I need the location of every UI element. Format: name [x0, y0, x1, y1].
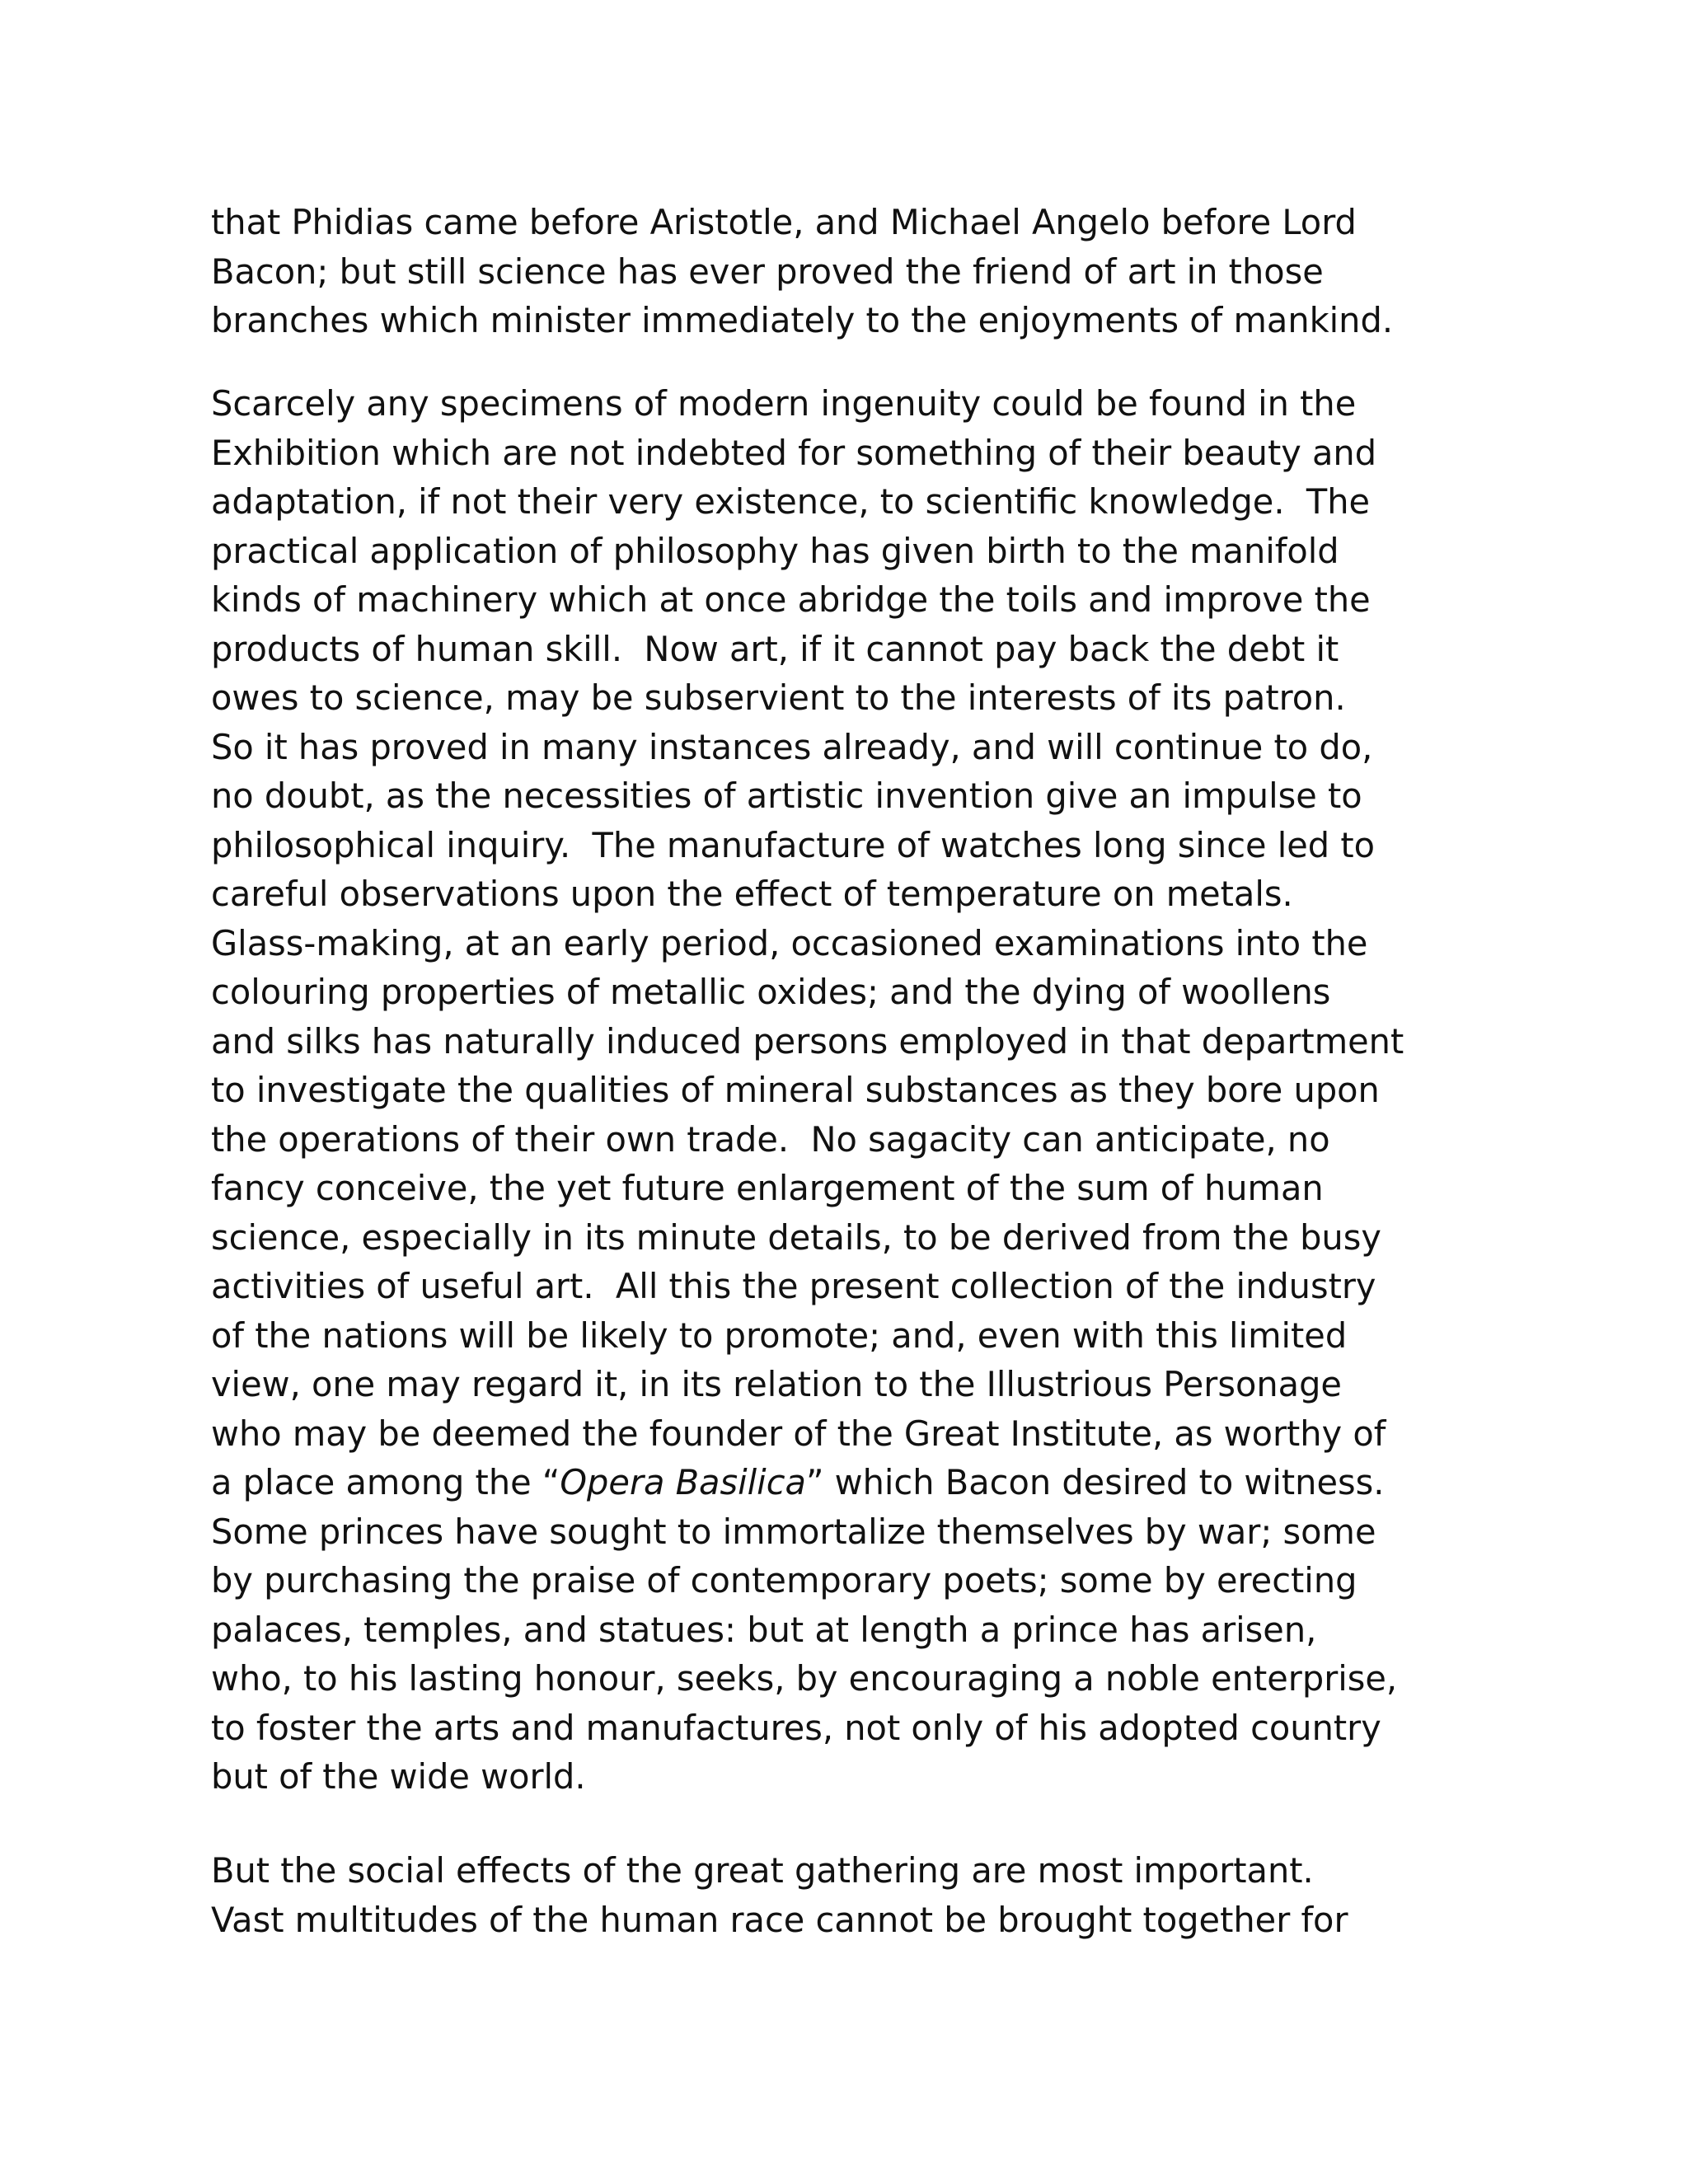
text-line: activities of useful art. All this the present collection of the industry: [211, 1266, 1376, 1306]
text-line: colouring properties of metallic oxides; and the dying of woollens: [211, 972, 1331, 1012]
text-line: science, especially in its minute details, to be derived from the busy: [211, 1216, 1381, 1258]
text-line: Glass-making, at an early period, occasioned examinations into the: [211, 922, 1368, 963]
text-before-italic: a place among the “: [211, 1462, 560, 1502]
text-line: palaces, temples, and statues: but at length a prince has arisen,: [211, 1609, 1317, 1650]
paragraph-3: [211, 1846, 1497, 1944]
text-line: But the social effects of the great gathering are most important.: [211, 1850, 1314, 1891]
text-line: Bacon; but still science has ever proved the friend of art in those: [211, 251, 1324, 292]
text-line: Some princes have sought to immortalize themselves by war; some: [211, 1511, 1376, 1552]
text-line: careful observations upon the effect of temperature on metals.: [211, 874, 1293, 914]
text-line: to investigate the qualities of mineral substances as they bore upon: [211, 1070, 1380, 1110]
paragraph-2: [211, 379, 1497, 1802]
text-line: who may be deemed the founder of the Great Institute, as worthy of: [211, 1413, 1386, 1454]
paragraph-1: [211, 198, 1497, 345]
text-line: Scarcely any specimens of modern ingenuity could be found in the: [211, 383, 1357, 424]
text-line: Exhibition which are not indebted for something of their beauty and: [211, 432, 1377, 473]
text-line: fancy conceive, the yet future enlargement of the sum of human: [211, 1168, 1324, 1208]
text-line: owes to science, may be subservient to the interests of its patron.: [211, 677, 1346, 718]
text-line: and silks has naturally induced persons employed in that department: [211, 1020, 1404, 1062]
text-line: that Phidias came before Aristotle, and Michael Angelo before Lord: [211, 202, 1357, 242]
text-line: philosophical inquiry. The manufacture of watches long since led to: [211, 824, 1375, 865]
text-line: of the nations will be likely to promote; and, even with this limited: [211, 1315, 1348, 1356]
text-line: the operations of their own trade. No sagacity can anticipate, no: [211, 1118, 1330, 1160]
text-line: practical application of philosophy has given birth to the manifold: [211, 530, 1339, 571]
text-line: products of human skill. Now art, if it cannot pay back the debt it: [211, 628, 1339, 669]
text-line: Vast multitudes of the human race cannot be brought together for: [211, 1899, 1348, 1940]
text-after-italic: ” which Bacon desired to witness.: [805, 1462, 1385, 1502]
text-line-opera-basilica: [211, 1458, 1497, 1507]
text-line: who, to his lasting honour, seeks, by encouraging a noble enterprise,: [211, 1658, 1398, 1699]
italic-title-opera-basilica: Opera Basilica: [560, 1462, 806, 1502]
text-line: no doubt, as the necessities of artistic invention give an impulse to: [211, 776, 1362, 816]
text-line: by purchasing the praise of contemporary poets; some by erecting: [211, 1560, 1357, 1601]
text-line: branches which minister immediately to the enjoyments of mankind.: [211, 300, 1394, 340]
text-line: to foster the arts and manufactures, not only of his adopted country: [211, 1707, 1381, 1748]
text-line: but of the wide world.: [211, 1756, 586, 1797]
text-line: adaptation, if not their very existence, to scientific knowledge. The: [211, 481, 1371, 522]
text-line: view, one may regard it, in its relation to the Illustrious Personage: [211, 1364, 1342, 1404]
text-line: So it has proved in many instances already, and will continue to do,: [211, 726, 1373, 767]
text-line: kinds of machinery which at once abridge the toils and improve the: [211, 579, 1371, 620]
